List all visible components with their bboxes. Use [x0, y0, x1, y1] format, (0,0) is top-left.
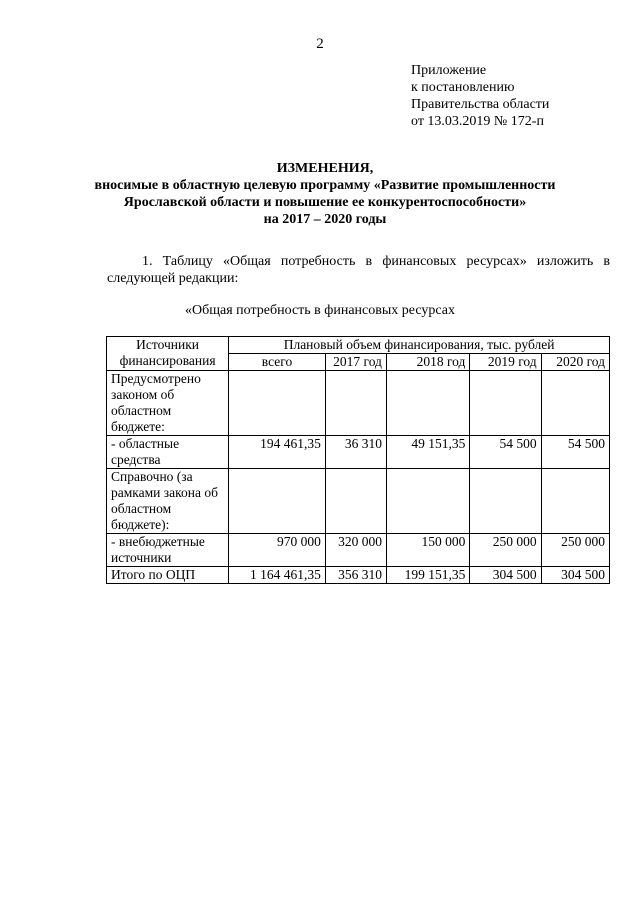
- heading-line: вносимые в областную целевую программу «Развитие промышленности: [94, 178, 556, 193]
- cell-source: - внебюджетные источники: [107, 534, 229, 567]
- page-number: 2: [316, 36, 324, 52]
- cell-total: 970 000: [229, 534, 326, 567]
- header-total: всего: [229, 354, 326, 371]
- cell-2020: 54 500: [541, 436, 609, 469]
- cell-2020: 250 000: [541, 534, 609, 567]
- appendix-line: Правительства области: [411, 97, 550, 112]
- cell-source: Предусмотрено законом об областном бюджете:: [107, 371, 229, 436]
- cell-2019: 304 500: [470, 567, 541, 584]
- cell-2018: [386, 371, 469, 436]
- header-plan: Плановый объем финансирования, тыс. рублей: [229, 337, 610, 354]
- cell-2020: 304 500: [541, 567, 609, 584]
- table-row-total: [107, 567, 610, 584]
- table-row: [107, 534, 610, 567]
- header-2019: 2019 год: [470, 354, 541, 371]
- appendix-line: от 13.03.2019 № 172-п: [411, 114, 544, 129]
- cell-2020: [541, 469, 609, 534]
- cell-2019: 54 500: [470, 436, 541, 469]
- cell-2020: [541, 371, 609, 436]
- cell-2019: [470, 371, 541, 436]
- cell-2017: 36 310: [325, 436, 386, 469]
- cell-2017: [325, 469, 386, 534]
- appendix-line: к постановлению: [411, 80, 515, 95]
- table-header-row: [107, 337, 610, 354]
- table-row: [107, 436, 610, 469]
- header-source: Источники финансирования: [107, 337, 229, 371]
- body-paragraph: 1. Таблицу «Общая потребность в финансовых ресурсах» изложить в следующей редакции:: [107, 254, 610, 286]
- heading-title: ИЗМЕНЕНИЯ,: [276, 161, 374, 176]
- cell-2017: 320 000: [325, 534, 386, 567]
- cell-source: Итого по ОЦП: [107, 567, 229, 584]
- cell-source: - областные средства: [107, 436, 229, 469]
- heading-line: Ярославской области и повышение ее конкурентоспособности»: [123, 195, 527, 210]
- cell-total: 194 461,35: [229, 436, 326, 469]
- appendix-line: Приложение: [411, 63, 487, 78]
- cell-2018: [386, 469, 469, 534]
- cell-2019: 250 000: [470, 534, 541, 567]
- cell-2018: 49 151,35: [386, 436, 469, 469]
- cell-2019: [470, 469, 541, 534]
- table-row: [107, 469, 610, 534]
- financing-table: [106, 336, 610, 584]
- document-heading: [90, 160, 560, 228]
- cell-2017: [325, 371, 386, 436]
- cell-source: Справочно (за рамками закона об областном бюджете):: [107, 469, 229, 534]
- cell-total: [229, 371, 326, 436]
- cell-2018: 150 000: [386, 534, 469, 567]
- table-caption: «Общая потребность в финансовых ресурсах: [185, 303, 455, 318]
- header-2017: 2017 год: [325, 354, 386, 371]
- heading-line: на 2017 – 2020 годы: [263, 212, 387, 227]
- cell-2017: 356 310: [325, 567, 386, 584]
- table-row: [107, 371, 610, 436]
- cell-total: 1 164 461,35: [229, 567, 326, 584]
- header-2020: 2020 год: [541, 354, 609, 371]
- cell-total: [229, 469, 326, 534]
- cell-2018: 199 151,35: [386, 567, 469, 584]
- appendix-block: [411, 62, 549, 130]
- header-2018: 2018 год: [386, 354, 469, 371]
